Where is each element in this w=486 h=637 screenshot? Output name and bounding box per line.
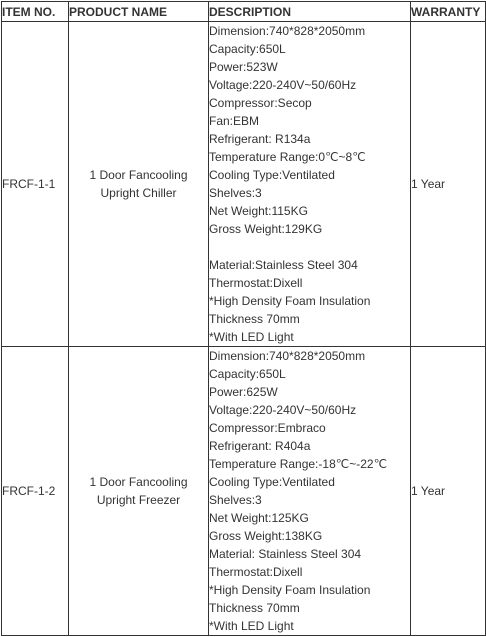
description-cell	[209, 22, 411, 347]
description-line: Compressor:Embraco	[209, 421, 326, 435]
description-line: Shelves:3	[209, 493, 262, 507]
description-line: Gross Weight:138KG	[209, 529, 323, 543]
description-line: Refrigerant: R134a	[209, 132, 311, 146]
description-cell	[209, 347, 411, 636]
description-line: Voltage:220-240V~50/60Hz	[209, 403, 357, 417]
description-line: Thermostat:Dixell	[209, 565, 303, 579]
header-warranty-label: WARRANTY	[411, 4, 481, 19]
warranty-cell: 1 Year	[411, 347, 486, 636]
description-line: Gross Weight:129KG	[209, 222, 323, 236]
description-line: Voltage:220-240V~50/60Hz	[209, 78, 357, 92]
description-line: Net Weight:125KG	[209, 511, 309, 525]
description-line: Refrigerant: R404a	[209, 439, 311, 453]
description-line	[209, 238, 410, 256]
warranty-cell: 1 Year	[411, 22, 486, 347]
header-description	[209, 2, 411, 22]
table-row	[2, 22, 486, 347]
description-line: Material:Stainless Steel 304	[209, 258, 358, 272]
description-line: Material: Stainless Steel 304	[209, 547, 362, 561]
description-line: Compressor:Secop	[209, 96, 312, 110]
item-no-cell: FRCF-1-1	[2, 22, 69, 347]
table-row	[2, 347, 486, 636]
description-line: Thermostat:Dixell	[209, 276, 303, 290]
description-line: Power:625W	[209, 385, 278, 399]
description-line: Thickness 70mm	[209, 312, 300, 326]
description-line: Power:523W	[209, 60, 278, 74]
description-line: Net Weight:115KG	[209, 204, 308, 218]
header-product-name	[69, 2, 209, 22]
description-line: *High Density Foam Insulation	[209, 294, 371, 308]
product-spec-table	[1, 1, 486, 636]
description-line: *With LED Light	[209, 330, 294, 344]
description-line: Shelves:3	[209, 186, 262, 200]
header-product-name-label: PRODUCT NAME	[69, 4, 167, 19]
description-line: Fan:EBM	[209, 114, 260, 128]
item-no-cell: FRCF-1-2	[2, 347, 69, 636]
description-line: Temperature Range:0℃~8℃	[209, 150, 366, 164]
header-item-no-label: ITEM NO.	[2, 4, 56, 19]
header-description-label: DESCRIPTION	[209, 4, 292, 19]
description-line: *High Density Foam Insulation	[209, 583, 371, 597]
description-line: Cooling Type:Ventilated	[209, 168, 335, 182]
description-line: Cooling Type:Ventilated	[209, 475, 335, 489]
description-line: Thickness 70mm	[209, 601, 300, 615]
description-line: Dimension:740*828*2050mm	[209, 24, 366, 38]
product-name-cell: 1 Door Fancooling Upright Freezer	[69, 347, 209, 636]
header-warranty	[411, 2, 486, 22]
description-line: Dimension:740*828*2050mm	[209, 349, 366, 363]
product-name-cell: 1 Door Fancooling Upright Chiller	[69, 22, 209, 347]
table-header-row	[2, 2, 486, 22]
description-line: Capacity:650L	[209, 367, 286, 381]
header-item-no	[2, 2, 69, 22]
description-line: Temperature Range:-18℃~-22℃	[209, 457, 388, 471]
description-line: Capacity:650L	[209, 42, 286, 56]
description-line: *With LED Light	[209, 619, 294, 633]
